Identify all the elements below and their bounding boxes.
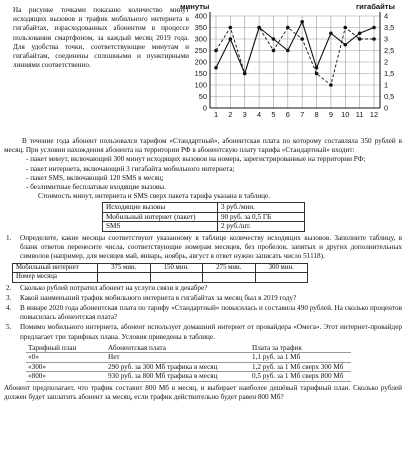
x-tick-label: 6 bbox=[285, 110, 290, 119]
gigabytes-point bbox=[343, 26, 347, 30]
gigabytes-point bbox=[286, 26, 290, 30]
question-number: 1. bbox=[6, 233, 12, 242]
x-tick-label: 3 bbox=[242, 110, 247, 119]
left-tick-label: 50 bbox=[198, 92, 207, 101]
question-number: 5. bbox=[6, 323, 12, 332]
question-number: 2. bbox=[6, 283, 12, 292]
provider-table bbox=[26, 344, 351, 382]
x-tick-label: 5 bbox=[271, 110, 276, 119]
left-tick-label: 150 bbox=[194, 69, 207, 78]
gigabytes-point bbox=[300, 37, 304, 41]
minutes-point bbox=[300, 20, 304, 24]
main-text bbox=[4, 137, 402, 402]
usage-chart bbox=[178, 2, 410, 128]
question-number: 4. bbox=[6, 303, 12, 312]
table-cell: 0,5 руб. за 1 Мб сверх 800 Мб bbox=[250, 372, 351, 382]
table-row bbox=[26, 344, 351, 353]
table-cell: Исходящие вызовы bbox=[103, 203, 218, 213]
gigabytes-point bbox=[214, 49, 218, 53]
bullet-internet: - пакет интернета, включающий 3 гигабайта мобильного интернета; bbox=[26, 164, 235, 173]
table-row bbox=[26, 372, 351, 382]
table-row bbox=[103, 203, 305, 213]
x-tick-label: 2 bbox=[228, 110, 233, 119]
question-number: 3. bbox=[6, 293, 12, 302]
chart-axes bbox=[210, 12, 380, 108]
table-cell: SMS bbox=[103, 222, 218, 232]
gigabytes-point bbox=[272, 49, 276, 53]
x-tick-label: 10 bbox=[341, 110, 350, 119]
table-row bbox=[26, 353, 351, 363]
question-1 bbox=[4, 234, 402, 262]
cost-table bbox=[102, 202, 305, 232]
bullet-incoming: - безлимитные бесплатные входящие вызовы. bbox=[26, 183, 166, 192]
question-text: В январе 2020 года абонентская плата по тарифу «Стандартный» повысилась и составила 490 рублей. На сколько процентов повысилась абонентская плата? bbox=[20, 303, 402, 322]
right-tick-label: 1,5 bbox=[384, 69, 395, 78]
question-5 bbox=[4, 323, 402, 341]
right-tick-label: 0,5 bbox=[384, 92, 395, 101]
x-tick-label: 4 bbox=[257, 110, 262, 119]
minutes-point bbox=[286, 49, 290, 53]
gigabytes-point bbox=[257, 26, 261, 30]
table-cell: «300» bbox=[26, 362, 106, 372]
gigabytes-point bbox=[243, 72, 247, 76]
table-cell: Нет bbox=[106, 353, 250, 363]
right-tick-label: 1 bbox=[384, 80, 389, 90]
left-tick-label: 300 bbox=[194, 34, 207, 44]
right-tick-label: 3,5 bbox=[384, 23, 395, 32]
question-4 bbox=[4, 304, 402, 322]
right-axis-label: гигабайты bbox=[356, 2, 396, 11]
table-header: Плата за трафик bbox=[250, 344, 351, 353]
table-cell: 1,1 руб. за 1 Мб bbox=[250, 353, 351, 363]
left-tick-label: 100 bbox=[194, 80, 207, 90]
answer-cell[interactable] bbox=[203, 273, 256, 283]
table-cell: 2 руб./шт. bbox=[218, 222, 305, 232]
x-tick-label: 12 bbox=[369, 110, 379, 119]
answer-cell[interactable] bbox=[255, 273, 308, 283]
question-3 bbox=[4, 294, 402, 303]
table-row bbox=[13, 273, 308, 283]
gigabytes-point bbox=[315, 72, 319, 76]
gigabytes-point bbox=[358, 37, 362, 41]
minutes-point bbox=[358, 31, 362, 35]
table-cell: Мобильный интернет bbox=[13, 263, 98, 273]
gigabytes-point bbox=[372, 37, 376, 41]
gigabytes-point bbox=[229, 26, 233, 30]
gigabytes-point bbox=[329, 83, 333, 87]
chart-grid bbox=[210, 16, 380, 108]
answer-table-1 bbox=[12, 263, 308, 283]
right-tick-label: 2,5 bbox=[384, 46, 395, 55]
table-row bbox=[13, 263, 308, 273]
right-tick-label: 3 bbox=[384, 34, 389, 44]
right-tick-label: 0 bbox=[384, 103, 389, 113]
table-row bbox=[103, 222, 305, 232]
table-cell: 290 руб. за 300 Мб трафика в месяц bbox=[106, 362, 250, 372]
table-cell: Номер месяца bbox=[13, 273, 98, 283]
chart-series bbox=[214, 20, 376, 87]
table-row bbox=[26, 362, 351, 372]
bullet-sms: - пакет SMS, включающий 120 SMS в месяц; bbox=[26, 173, 164, 182]
intro-paragraph: На рисунке точками показано количество минут исходящих вызовов и трафик мобильного интернета в гигабайтах, израсходованных абонентом в процессе пользования смартфоном, за каждый месяц 2019 года. Для удобства точки, соответствующие минутам и гигабайтам, соединены сплошными и пунктирными линиями соответственно. bbox=[13, 6, 189, 70]
table-cell: 3 руб./мин. bbox=[218, 203, 305, 213]
minutes-point bbox=[214, 66, 218, 70]
tariff-paragraph: В течение года абонент пользовался тарифом «Стандартный», абонентская плата по которому составляла 350 рублей в месяц. При условии нахождения абонента на территории РФ в абонентскую плату тарифа «Стандартный» входит: bbox=[4, 137, 402, 155]
table-cell: 150 мин. bbox=[150, 263, 203, 273]
minutes-line bbox=[216, 22, 374, 74]
left-tick-label: 400 bbox=[194, 11, 207, 21]
question-2 bbox=[4, 284, 402, 293]
right-tick-label: 2 bbox=[384, 57, 389, 67]
table-row bbox=[103, 212, 305, 222]
minutes-point bbox=[343, 43, 347, 47]
table-cell: 375 мин. bbox=[98, 263, 151, 273]
left-tick-label: 200 bbox=[194, 57, 207, 67]
left-axis-label: минуты bbox=[180, 2, 210, 11]
question-text: Сколько рублей потратил абонент на услуги связи в декабре? bbox=[20, 283, 208, 292]
table-cell: Мобильный интернет (пакет) bbox=[103, 212, 218, 222]
question-text: Помимо мобильного интернета, абонент использует домашний интернет от провайдера «Омега». Этот интернет-провайдер предлагает три тарифных плана. Условия приведены в таблице. bbox=[20, 323, 402, 341]
minutes-point bbox=[329, 31, 333, 35]
minutes-point bbox=[272, 37, 276, 41]
cost-intro: Стоимость минут, интернета и SMS сверх пакета тарифа указана в таблице. bbox=[38, 192, 270, 201]
x-tick-label: 8 bbox=[314, 110, 319, 119]
bullet-minutes: - пакет минут, включающий 300 минут исходящих вызовов на номера, зарегистрированные на территории РФ; bbox=[26, 155, 366, 164]
x-tick-label: 9 bbox=[328, 110, 333, 119]
left-tick-label: 350 bbox=[194, 23, 207, 32]
minutes-point bbox=[229, 37, 233, 41]
answer-cell[interactable] bbox=[98, 273, 151, 283]
table-header: Абонентская плата bbox=[106, 344, 250, 353]
table-cell: 275 мин. bbox=[203, 263, 256, 273]
minutes-point bbox=[372, 26, 376, 30]
question-text: Определите, какие месяцы соответствуют указанному в таблице количеству исходящих вызовов. Заполните таблицу, в бланк ответов перенесите числа, соответствующие номерам месяцев, без пробелов, запятых и других дополнительных символов (например, для месяцев май, январь, ноябрь, август в ответ нужно записать число 51118). bbox=[20, 233, 402, 261]
question-text: Какой наименьший трафик мобильного интернета в гигабайтах за месяц был в 2019 году? bbox=[20, 293, 297, 302]
question-5-outro: Абонент предполагает, что трафик составит 800 Мб в месяц, и выбирает наиболее дешёвый тарифный план. Сколько рублей должен будет заплатить абонент за месяц, если трафик действительно будет равен 800 Мб? bbox=[4, 383, 402, 401]
table-cell: 90 руб. за 0,5 ГБ bbox=[218, 212, 305, 222]
table-cell: «800» bbox=[26, 372, 106, 382]
minutes-point bbox=[315, 66, 319, 70]
x-tick-label: 7 bbox=[300, 110, 305, 119]
answer-cell[interactable] bbox=[150, 273, 203, 283]
table-cell: 1,2 руб. за 1 Мб сверх 300 Мб bbox=[250, 362, 351, 372]
left-tick-label: 0 bbox=[202, 103, 207, 113]
table-cell: 930 руб. за 800 Мб трафика в месяц bbox=[106, 372, 250, 382]
right-tick-label: 4 bbox=[384, 11, 389, 21]
x-tick-label: 11 bbox=[355, 110, 364, 119]
left-tick-label: 250 bbox=[194, 46, 207, 55]
x-tick-label: 1 bbox=[213, 110, 219, 119]
table-header: Тарифный план bbox=[26, 344, 106, 353]
table-cell: 300 мин. bbox=[255, 263, 308, 273]
table-cell: «0» bbox=[26, 353, 106, 363]
